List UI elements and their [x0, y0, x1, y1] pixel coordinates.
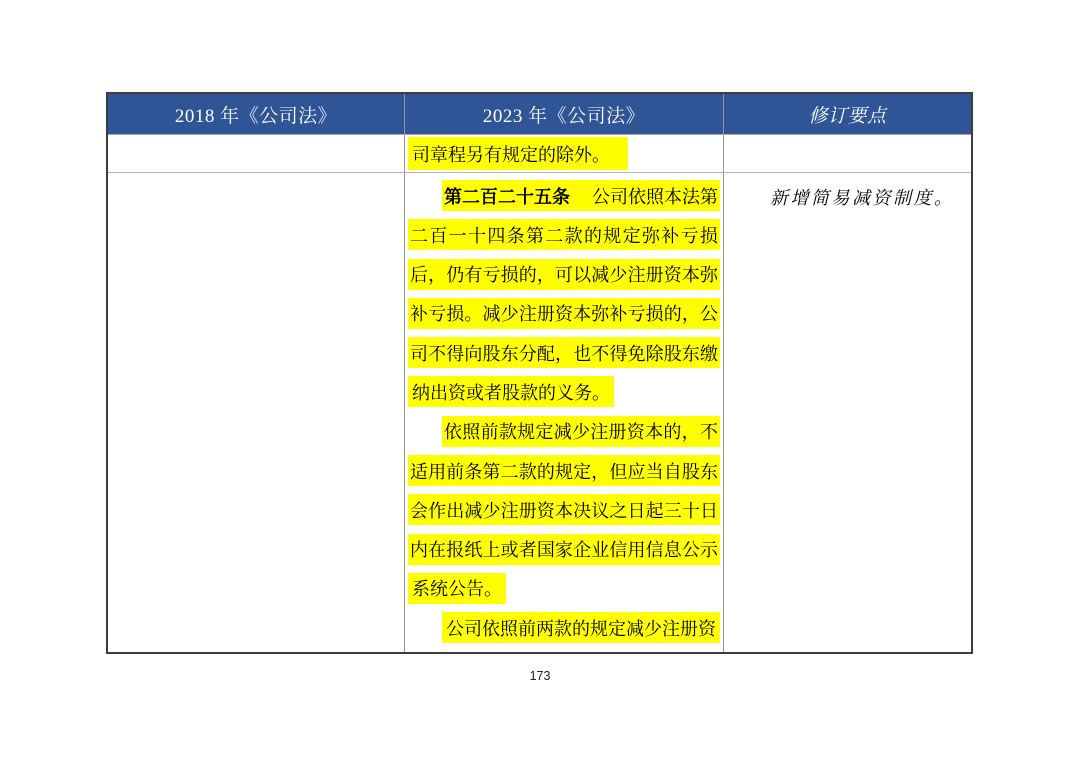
article-225-row	[108, 173, 971, 652]
law-2023-article-cell	[405, 173, 724, 652]
law-2023-continuation-cell	[405, 135, 724, 172]
header-cell-revision-points: 修订要点	[808, 104, 887, 127]
law-2023-line: 公司依照前两款的规定减少注册资	[408, 612, 720, 643]
law-2023-line: 司 不 得 向 股 东 分 配 ， 也 不 得 免 除 股 东 缴	[408, 337, 720, 368]
revision-note-cell	[724, 173, 971, 652]
law-2023-line: 系统公告。	[408, 573, 720, 604]
law-comparison-table	[106, 92, 973, 654]
law-2023-line: 二 百 一 十 四 条 第 二 款 的 规 定 弥 补 亏 损	[408, 219, 720, 250]
article-number: 第二百二十五条	[444, 186, 570, 207]
article-line1-text: 公司依照本法第	[592, 186, 718, 207]
law-2023-line: 补 亏 损 。 减 少 注 册 资 本 弥 补 亏 损 的 ， 公	[408, 298, 720, 329]
law-2023-line: 依 照 前 款 规 定 减 少 注 册 资 本 的 ， 不	[408, 416, 720, 447]
header-cell-law-2018: 2018 年《公司法》	[108, 94, 405, 134]
law-2023-line: 内 在 报 纸 上 或 者 国 家 企 业 信 用 信 息 公 示	[408, 534, 720, 565]
page-number: 173	[529, 669, 551, 683]
continuation-row	[108, 135, 971, 173]
revision-cell-empty	[724, 135, 971, 172]
law-2018-cell-empty	[108, 173, 405, 652]
law-2023-line: 会 作 出 减 少 注 册 资 本 决 议 之 日 起 三 十 日	[408, 494, 720, 525]
highlighted-continuation-line: 司章程另有规定的除外。	[408, 137, 628, 170]
revision-note: 新增简易减资制度。	[770, 188, 955, 209]
table-header-row	[108, 94, 971, 135]
law-2023-line: 适 用 前 条 第 二 款 的 规 定 ， 但 应 当 自 股 东	[408, 455, 720, 486]
law-2018-cell-empty	[108, 135, 405, 172]
law-2023-line: 纳出资或者股款的义务。	[408, 376, 720, 407]
header-cell-law-2023: 2023 年《公司法》	[405, 94, 724, 134]
law-2023-line	[408, 180, 720, 211]
law-2023-line: 后 ， 仍 有 亏 损 的 ， 可 以 减 少 注 册 资 本 弥	[408, 259, 720, 290]
